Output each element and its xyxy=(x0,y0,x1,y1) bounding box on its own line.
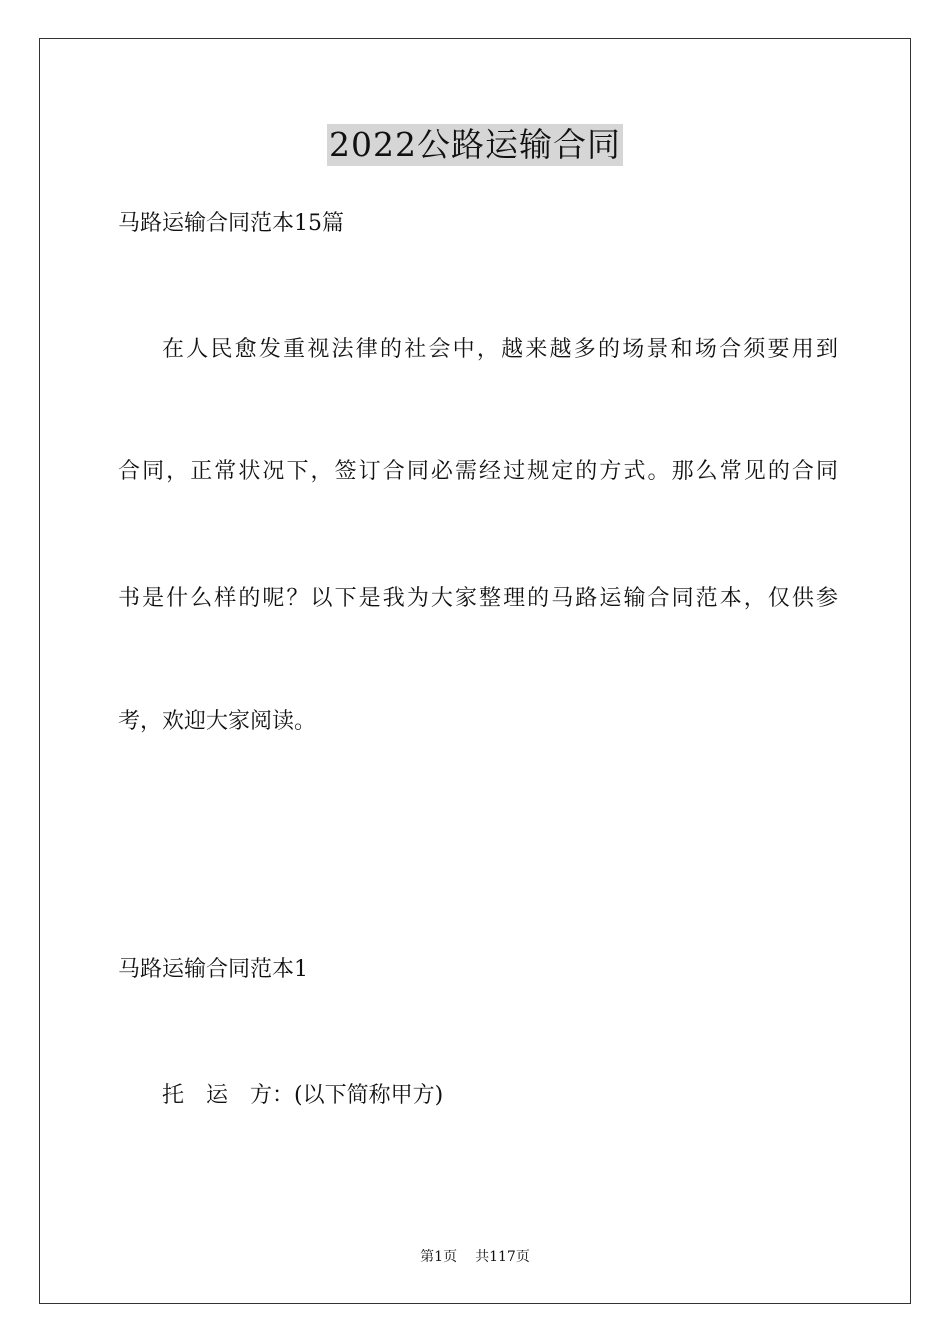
intro-paragraph-line-1: 在人民愈发重视法律的社会中，越来越多的场景和场合须要用到 xyxy=(162,337,838,362)
intro-paragraph-line-3: 书是什么样的呢？以下是我为大家整理的马路运输合同范本，仅供参 xyxy=(118,586,838,611)
page-footer xyxy=(0,1247,950,1267)
document-title xyxy=(0,124,950,166)
party-line-shipper: 托 运 方：(以下简称甲方) xyxy=(162,1083,444,1108)
section-heading: 马路运输合同范本1 xyxy=(118,957,308,982)
intro-paragraph-line-2: 合同，正常状况下，签订合同必需经过规定的方式。那么常见的合同 xyxy=(118,459,838,484)
document-subtitle: 马路运输合同范本15篇 xyxy=(118,211,344,236)
page-total: 共117页 xyxy=(475,1249,530,1265)
page-number: 第1页 xyxy=(420,1249,458,1265)
document-title-text: 2022公路运输合同 xyxy=(329,125,621,164)
intro-paragraph-line-4: 考，欢迎大家阅读。 xyxy=(118,709,317,734)
